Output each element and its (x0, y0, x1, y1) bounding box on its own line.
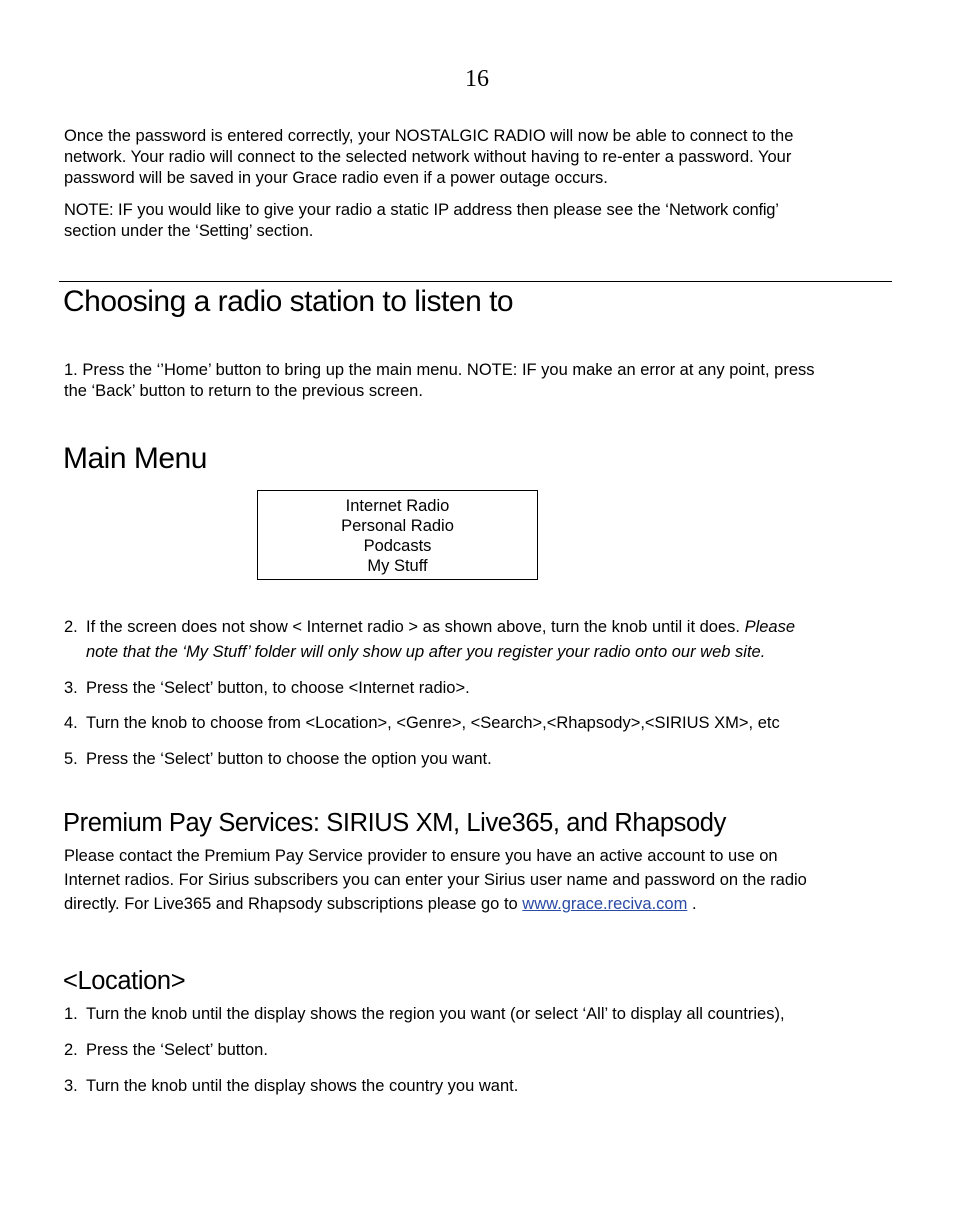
step-number: 5. (64, 750, 78, 768)
step-number: 2. (64, 1041, 78, 1059)
note-text: ’ section. (248, 222, 314, 240)
intro-line: network. Your radio will connect to the selected network without having to re-enter a password. Your (64, 148, 792, 166)
step-number: 3. (64, 679, 78, 697)
note-text: section under the ‘ (64, 222, 199, 240)
step-text (86, 615, 795, 639)
setting-ref: Setting (198, 222, 249, 240)
network-config-ref: Network config (668, 201, 776, 219)
step-number: 1. (64, 1005, 78, 1023)
premium-line: Internet radios. For Sirius subscribers you can enter your Sirius user name and password on the radio (64, 871, 807, 889)
step-text-main: If the screen does not show < Internet radio > as shown above, turn the knob until it does. (86, 618, 745, 636)
step-note-italic: note that the ‘My Stuff’ folder will only show up after you register your radio onto our web site. (86, 643, 766, 661)
note-text: ’ (775, 201, 779, 219)
step-number: 2. (64, 618, 78, 636)
heading-main-menu: Main Menu (63, 442, 207, 475)
main-menu-display (257, 490, 538, 580)
heading-premium-services: Premium Pay Services: SIRIUS XM, Live365, and Rhapsody (63, 809, 726, 837)
step-note-italic: Please (744, 618, 796, 636)
step-text: Turn the knob to choose from <Location>, <Genre>, <Search>,<Rhapsody>,<SIRIUS XM>, etc (86, 714, 780, 732)
location-step-2 (64, 1038, 894, 1062)
step-4 (64, 711, 894, 735)
intro-paragraph (64, 126, 793, 189)
step-number: 4. (64, 714, 78, 732)
heading-choosing-station: Choosing a radio station to listen to (63, 285, 514, 318)
premium-line-text: directly. For Live365 and Rhapsody subscriptions please go to (64, 895, 523, 913)
section-divider (59, 281, 892, 282)
step-text: Press the ‘Select’ button to choose the option you want. (86, 750, 492, 768)
note-text: IF you would like to give your radio a static IP address then please see the ‘ (113, 201, 669, 219)
location-step-3 (64, 1074, 894, 1098)
step-text: Turn the knob until the display shows the country you want. (86, 1077, 519, 1095)
premium-line: Please contact the Premium Pay Service provider to ensure you have an active account to use on (64, 847, 778, 865)
step-3 (64, 676, 894, 700)
premium-line (64, 892, 807, 916)
menu-item-my-stuff: My Stuff (367, 557, 428, 575)
menu-item-personal-radio: Personal Radio (341, 517, 454, 535)
premium-line-end: . (687, 895, 697, 913)
menu-item-podcasts: Podcasts (363, 537, 432, 555)
page-number: 16 (465, 66, 489, 92)
step1-line: 1. Press the ‘’Home’ button to bring up the main menu. NOTE: IF you make an error at any point, press (64, 361, 815, 379)
note-label: NOTE: (64, 201, 114, 219)
step1-paragraph (64, 360, 815, 402)
grace-reciva-link[interactable]: www.grace.reciva.com (522, 895, 688, 913)
heading-location: <Location> (63, 967, 186, 995)
step-text: Turn the knob until the display shows the region you want (or select ‘All’ to display all countries), (86, 1005, 785, 1023)
note-paragraph (64, 200, 779, 242)
step-text: Press the ‘Select’ button, to choose <Internet radio>. (86, 679, 470, 697)
menu-item-internet-radio: Internet Radio (345, 497, 450, 515)
step-5 (64, 747, 894, 771)
premium-paragraph (64, 844, 807, 916)
step1-line: the ‘Back’ button to return to the previous screen. (64, 382, 423, 400)
intro-line: Once the password is entered correctly, your NOSTALGIC RADIO will now be able to connect to the (64, 127, 794, 145)
intro-line: password will be saved in your Grace radio even if a power outage occurs. (64, 169, 608, 187)
step-2 (64, 615, 894, 665)
step-text: Press the ‘Select’ button. (86, 1041, 268, 1059)
step-number: 3. (64, 1077, 78, 1095)
location-step-1 (64, 1002, 894, 1026)
